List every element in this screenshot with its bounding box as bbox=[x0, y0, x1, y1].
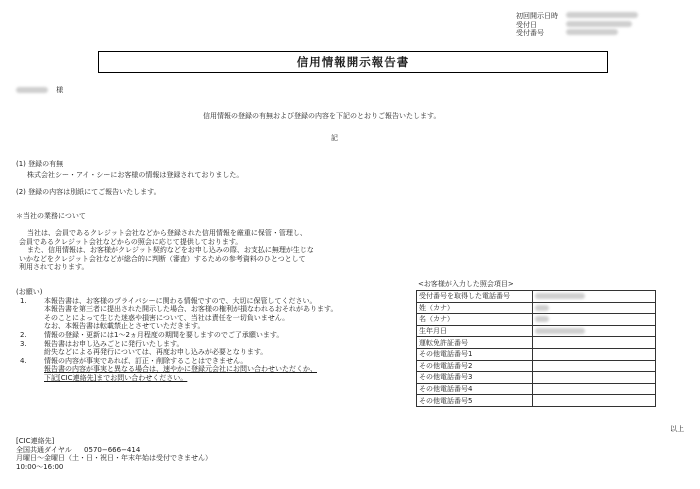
request-item-1 bbox=[16, 297, 337, 331]
item-line: 本報告書を第三者に提出された開示した場合、お客様の権利が損なわれるおそれがあります。 bbox=[44, 305, 338, 314]
row-label: その他電話番号2 bbox=[417, 360, 533, 372]
header-row-first-disclosure bbox=[516, 12, 638, 21]
item-number: 2. bbox=[20, 330, 27, 339]
row-label: 名（カナ） bbox=[417, 314, 533, 326]
row-value bbox=[533, 314, 656, 326]
item-line: そのことによって生じた迷惑や損害について、当社は責任を一切負いません。 bbox=[44, 313, 290, 322]
row-value bbox=[533, 383, 656, 395]
row-value bbox=[533, 302, 656, 314]
redacted-value bbox=[535, 305, 549, 311]
inquiry-caption: <お客様が入力した照会項目> bbox=[418, 280, 514, 288]
redacted-value bbox=[535, 328, 585, 334]
table-row bbox=[417, 291, 656, 303]
report-header bbox=[516, 12, 638, 38]
business-line: 会員であるクレジット会社などからの照会に応じて提供しております。 bbox=[19, 237, 243, 246]
recipient-line bbox=[16, 86, 63, 95]
request-section bbox=[16, 288, 337, 383]
header-label: 受付日 bbox=[516, 20, 537, 29]
header-label: 初回開示日時 bbox=[516, 12, 558, 20]
item-line: 報告書の内容が事実と異なる場合は、速やかに登録元会社にお問い合わせいただくか、 bbox=[44, 365, 317, 374]
phone-label: 全国共通ダイヤル bbox=[16, 445, 72, 454]
phone-number: 0570−666−414 bbox=[84, 445, 141, 454]
row-value bbox=[533, 395, 656, 407]
contact-hours-time: 10:00〜16:00 bbox=[16, 462, 64, 471]
table-row bbox=[417, 314, 656, 326]
item-line: 本報告書は、お客様のプライバシーに関わる情報ですので、大切に保管してください。 bbox=[44, 296, 317, 305]
salutation: 様 bbox=[56, 86, 64, 94]
item-line: 報告書はお申し込みごとに発行いたします。 bbox=[44, 339, 184, 348]
table-row bbox=[417, 337, 656, 349]
row-value bbox=[533, 291, 656, 303]
table-row bbox=[417, 395, 656, 407]
header-row-receipt-number bbox=[516, 29, 638, 38]
redacted-value bbox=[535, 316, 549, 322]
header-row-receipt-date bbox=[516, 21, 638, 30]
document-title: 信用情報開示報告書 bbox=[98, 51, 608, 73]
row-label: 姓（カナ） bbox=[417, 302, 533, 314]
inquiry-table bbox=[416, 290, 656, 407]
table-row bbox=[417, 383, 656, 395]
redacted-name bbox=[16, 87, 48, 93]
intro-text: 信用情報の登録の有無および登録の内容を下記のとおりご報告いたします。 bbox=[203, 112, 441, 120]
row-value bbox=[533, 372, 656, 384]
row-label: 運転免許証番号 bbox=[417, 337, 533, 349]
section1-text: 株式会社シー・アイ・シーにお客様の情報は登録されておりました。 bbox=[27, 171, 244, 179]
item-number bbox=[20, 365, 34, 382]
business-line: 当社は、会員であるクレジット会社などから登録された信用情報を厳重に保管・管理し、 bbox=[27, 229, 307, 237]
row-label: その他電話番号5 bbox=[417, 395, 533, 407]
row-label: 受付番号を取得した電話番号 bbox=[417, 291, 533, 303]
item-line: なお、本報告書は転載禁止とさせていただきます。 bbox=[44, 322, 205, 331]
redacted-value bbox=[566, 21, 632, 27]
business-body bbox=[19, 229, 314, 272]
contact-phone-line bbox=[16, 446, 212, 455]
redacted-value bbox=[566, 29, 618, 35]
redacted-value bbox=[535, 293, 585, 299]
business-line: いかなどをクレジット会社などが総合的に判断（審査）するための参考資料のひとつとして bbox=[19, 254, 306, 263]
business-line: また、信用情報は、お客様がクレジット契約などをお申し込みの際、お支払に無理が生じな bbox=[27, 246, 314, 255]
item-line: 下記[CIC連絡先]までお問い合わせください。 bbox=[44, 373, 188, 382]
end-mark: 以上 bbox=[670, 425, 684, 433]
section1-heading: (1) 登録の有無 bbox=[16, 160, 64, 168]
row-label: その他電話番号1 bbox=[417, 348, 533, 360]
row-value bbox=[533, 337, 656, 349]
section2-heading: (2) 登録の内容は別紙にてご報告いたします。 bbox=[16, 188, 161, 196]
table-row bbox=[417, 360, 656, 372]
contact-heading: [CIC連絡先] bbox=[16, 437, 55, 445]
row-value bbox=[533, 348, 656, 360]
header-label: 受付番号 bbox=[516, 29, 544, 38]
business-heading: ＊当社の業務について bbox=[16, 212, 86, 220]
redacted-value bbox=[566, 12, 638, 18]
item-number: 4. bbox=[20, 356, 27, 365]
request-item-2 bbox=[16, 331, 337, 340]
item-number: 3. bbox=[20, 339, 27, 348]
contact-hours-days: 月曜日〜金曜日（土・日・祝日・年末年始は受付できません） bbox=[16, 454, 212, 463]
row-label: その他電話番号3 bbox=[417, 372, 533, 384]
request-heading: (お願い) bbox=[16, 288, 43, 296]
item-number: 1. bbox=[20, 296, 27, 305]
table-row bbox=[417, 325, 656, 337]
contact-block bbox=[16, 437, 212, 471]
item-line: 紛失などによる再発行については、再度お申し込みが必要となります。 bbox=[44, 348, 268, 357]
row-value bbox=[533, 325, 656, 337]
table-row bbox=[417, 372, 656, 384]
row-label: その他電話番号4 bbox=[417, 383, 533, 395]
request-item-5 bbox=[16, 365, 337, 382]
table-row bbox=[417, 302, 656, 314]
ki-mark: 記 bbox=[331, 134, 338, 142]
row-value bbox=[533, 360, 656, 372]
row-label: 生年月日 bbox=[417, 325, 533, 337]
business-line: 利用されております。 bbox=[19, 263, 89, 272]
request-item-3 bbox=[16, 340, 337, 357]
table-row bbox=[417, 348, 656, 360]
item-line: 情報の登録・更新には1〜2ヵ月程度の期間を要しますのでご了承願います。 bbox=[44, 330, 284, 339]
item-line: 情報の内容が事実であれば、訂正・削除することはできません。 bbox=[44, 356, 248, 365]
